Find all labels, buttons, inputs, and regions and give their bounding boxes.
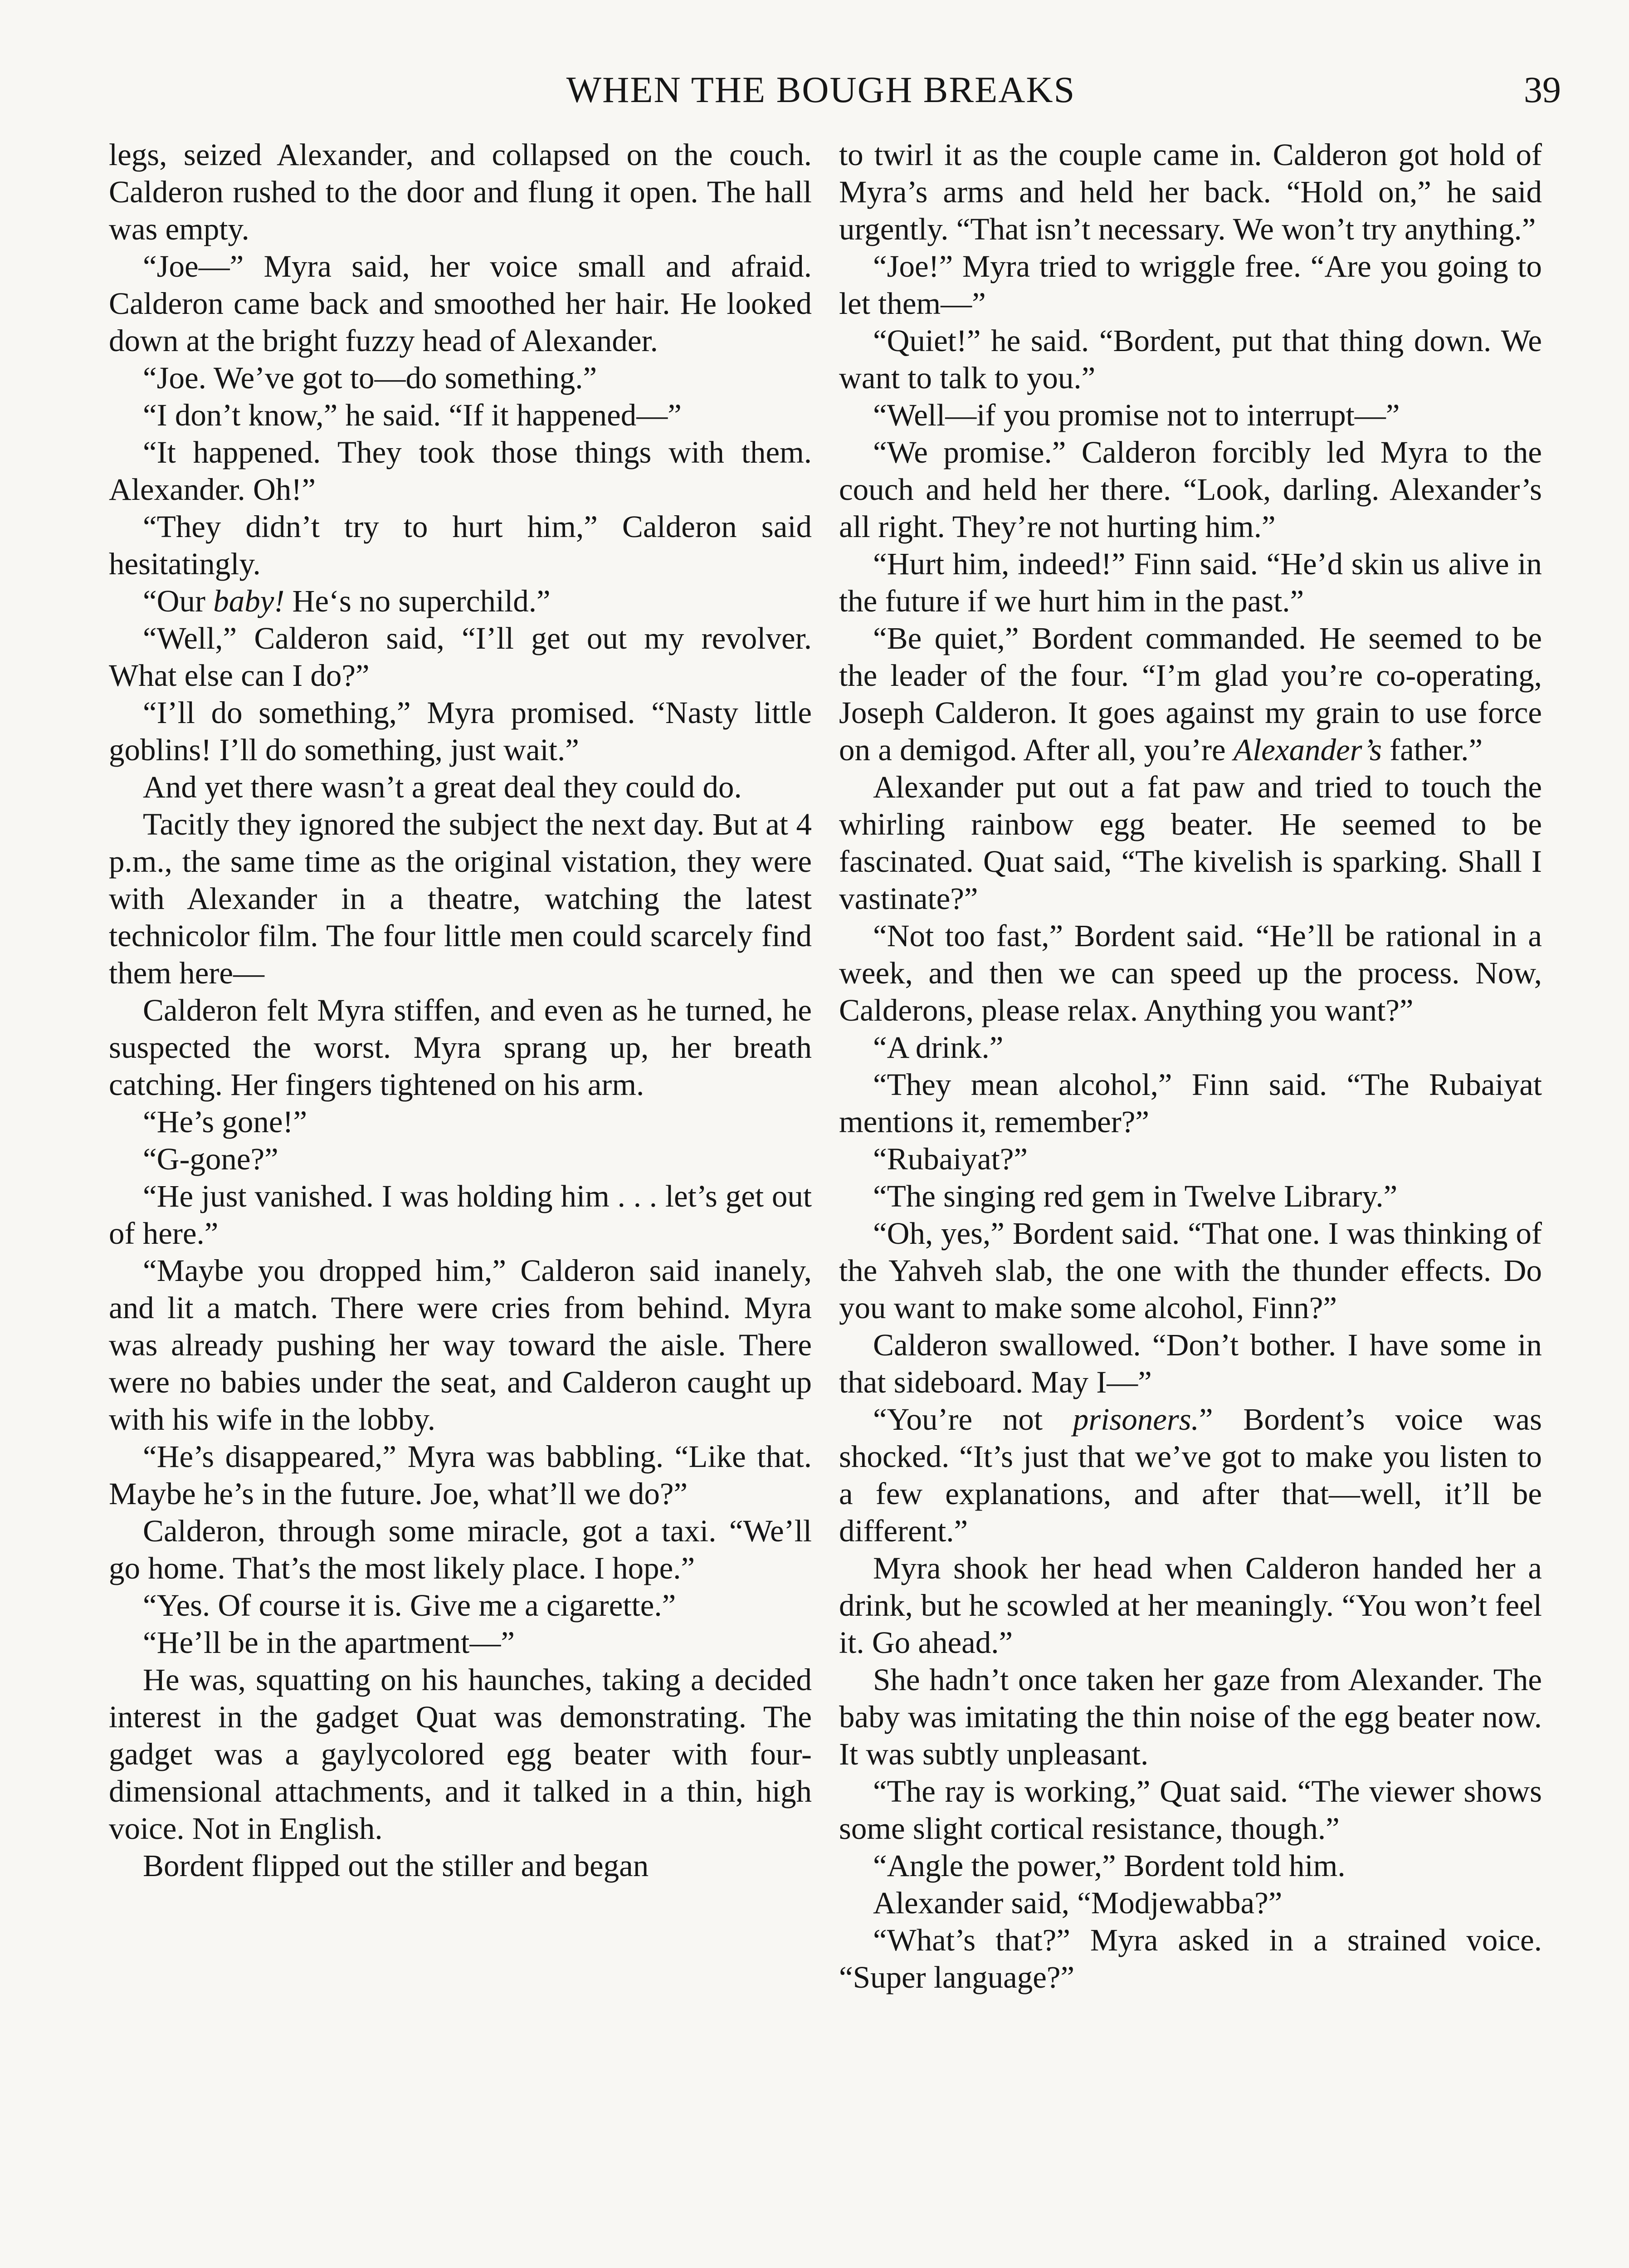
paragraph: “You’re not prisoners.” Bordent’s voice was shocked. “It’s just that we’ve got to make you listen to a few explanations, and after that—well, it’ll be different.” [839,1402,1542,1548]
paragraph: “A drink.” [873,1030,1004,1065]
paragraph: Bordent flipped out the stiller and began [143,1848,649,1883]
paragraph: Calderon felt Myra stiffen, and even as he turned, he suspected the worst. Myra sprang up, her breath catching. Her fingers tightened on his arm. [109,993,812,1102]
paragraph: “They mean alcohol,” Finn said. “The Rubaiyat mentions it, remember?” [839,1067,1542,1139]
right-text-column [839,136,1542,1996]
paragraph: “Joe. We’ve got to—do something.” [143,361,597,395]
paragraph: And yet there wasn’t a great deal they could do. [143,770,742,804]
paragraph: “Not too fast,” Bordent said. “He’ll be rational in a week, and then we can speed up the process. Now, Calderons, please relax. Anything you want?” [839,919,1542,1027]
paragraph: “Well—if you promise not to interrupt—” [873,398,1400,432]
page-number: 39 [1524,69,1561,110]
running-title: WHEN THE BOUGH BREAKS [566,69,1076,110]
paragraph: She hadn’t once taken her gaze from Alexander. The baby was imitating the thin noise of the egg beater now. It was subtly unpleasant. [839,1662,1542,1771]
paragraph: “I’ll do something,” Myra promised. “Nasty little goblins! I’ll do something, just wait.” [109,695,812,767]
paragraph: to twirl it as the couple came in. Calderon got hold of Myra’s arms and held her back. “Hold on,” he said urgently. “That isn’t necessary. We won’t try anything.” [839,137,1542,246]
paragraph: “The singing red gem in Twelve Library.” [873,1179,1398,1213]
paragraph: He was, squatting on his haunches, taking a decided interest in the gadget Quat was demonstrating. The gadget was a gaylycolored egg beater with four-dimensional attachments, and it talked in a thin, high voice. Not in English. [109,1662,812,1846]
paragraph: “Oh, yes,” Bordent said. “That one. I was thinking of the Yahveh slab, the one with the thunder effects. Do you want to make some alcohol, Finn?” [839,1216,1542,1325]
paragraph: “He’s disappeared,” Myra was babbling. “Like that. Maybe he’s in the future. Joe, what’ll we do?” [109,1439,812,1511]
left-text-column [109,136,812,1884]
paragraph: “It happened. They took those things with them. Alexander. Oh!” [109,435,812,507]
italic-text: baby! [213,584,285,618]
paragraph: “Hurt him, indeed!” Finn said. “He’d skin us alive in the future if we hurt him in the past.” [839,547,1542,618]
paragraph: “Well,” Calderon said, “I’ll get out my revolver. What else can I do?” [109,621,812,693]
italic-text: prisoners. [1073,1402,1199,1437]
paragraph: “What’s that?” Myra asked in a strained voice. “Super language?” [839,1923,1542,1994]
paragraph: “Joe—” Myra said, her voice small and afraid. Calderon came back and smoothed her hair. He looked down at the bright fuzzy head of Alexander. [109,249,812,358]
paragraph: “Rubaiyat?” [873,1142,1028,1176]
paragraph: Alexander said, “Modjewabba?” [873,1886,1283,1920]
paragraph: “I don’t know,” he said. “If it happened—” [143,398,682,432]
paragraph: “He’s gone!” [143,1105,307,1139]
paragraph: “Quiet!” he said. “Bordent, put that thing down. We want to talk to you.” [839,323,1542,395]
paragraph: “Joe!” Myra tried to wriggle free. “Are you going to let them—” [839,249,1542,321]
paragraph: “They didn’t try to hurt him,” Calderon said hesitatingly. [109,509,812,581]
paragraph: “Maybe you dropped him,” Calderon said inanely, and lit a match. There were cries from behind. Myra was already pushing her way toward the aisle. There were no babies under the seat, and Calderon caught up with his wife in the lobby. [109,1253,812,1437]
paragraph: legs, seized Alexander, and collapsed on the couch. Calderon rushed to the door and flung it open. The hall was empty. [109,137,812,246]
paragraph: Calderon, through some miracle, got a taxi. “We’ll go home. That’s the most likely place. I hope.” [109,1514,812,1585]
paragraph: Calderon swallowed. “Don’t bother. I have some in that sideboard. May I—” [839,1328,1542,1399]
paragraph: “Be quiet,” Bordent commanded. He seemed to be the leader of the four. “I’m glad you’re co-operating, Joseph Calderon. It goes against my grain to use force on a demigod. After all, you’re Alexander’s father.” [839,621,1542,767]
paragraph: “He just vanished. I was holding him . . . let’s get out of here.” [109,1179,812,1251]
paragraph: Myra shook her head when Calderon handed her a drink, but he scowled at her meaningly. “You won’t feel it. Go ahead.” [839,1551,1542,1660]
paragraph: “He’ll be in the apartment—” [143,1625,515,1660]
paragraph: “We promise.” Calderon forcibly led Myra to the couch and held her there. “Look, darling. Alexander’s all right. They’re not hurting him.” [839,435,1542,544]
paragraph: “Angle the power,” Bordent told him. [873,1848,1346,1883]
paragraph: “G-gone?” [143,1142,278,1176]
paragraph: “The ray is working,” Quat said. “The viewer shows some slight cortical resistance, though.” [839,1774,1542,1846]
paragraph: “Our baby! He‘s no superchild.” [143,584,551,618]
paragraph: Tacitly they ignored the subject the next day. But at 4 p.m., the same time as the original vistation, they were with Alexander in a theatre, watching the latest technicolor film. The four little men could scarcely find them here— [109,807,812,990]
italic-text: Alexander’s [1233,733,1382,767]
paragraph: “Yes. Of course it is. Give me a cigarette.” [143,1588,676,1623]
paragraph: Alexander put out a fat paw and tried to touch the whirling rainbow egg beater. He seemed to be fascinated. Quat said, “The kivelish is sparking. Shall I vastinate?” [839,770,1542,916]
